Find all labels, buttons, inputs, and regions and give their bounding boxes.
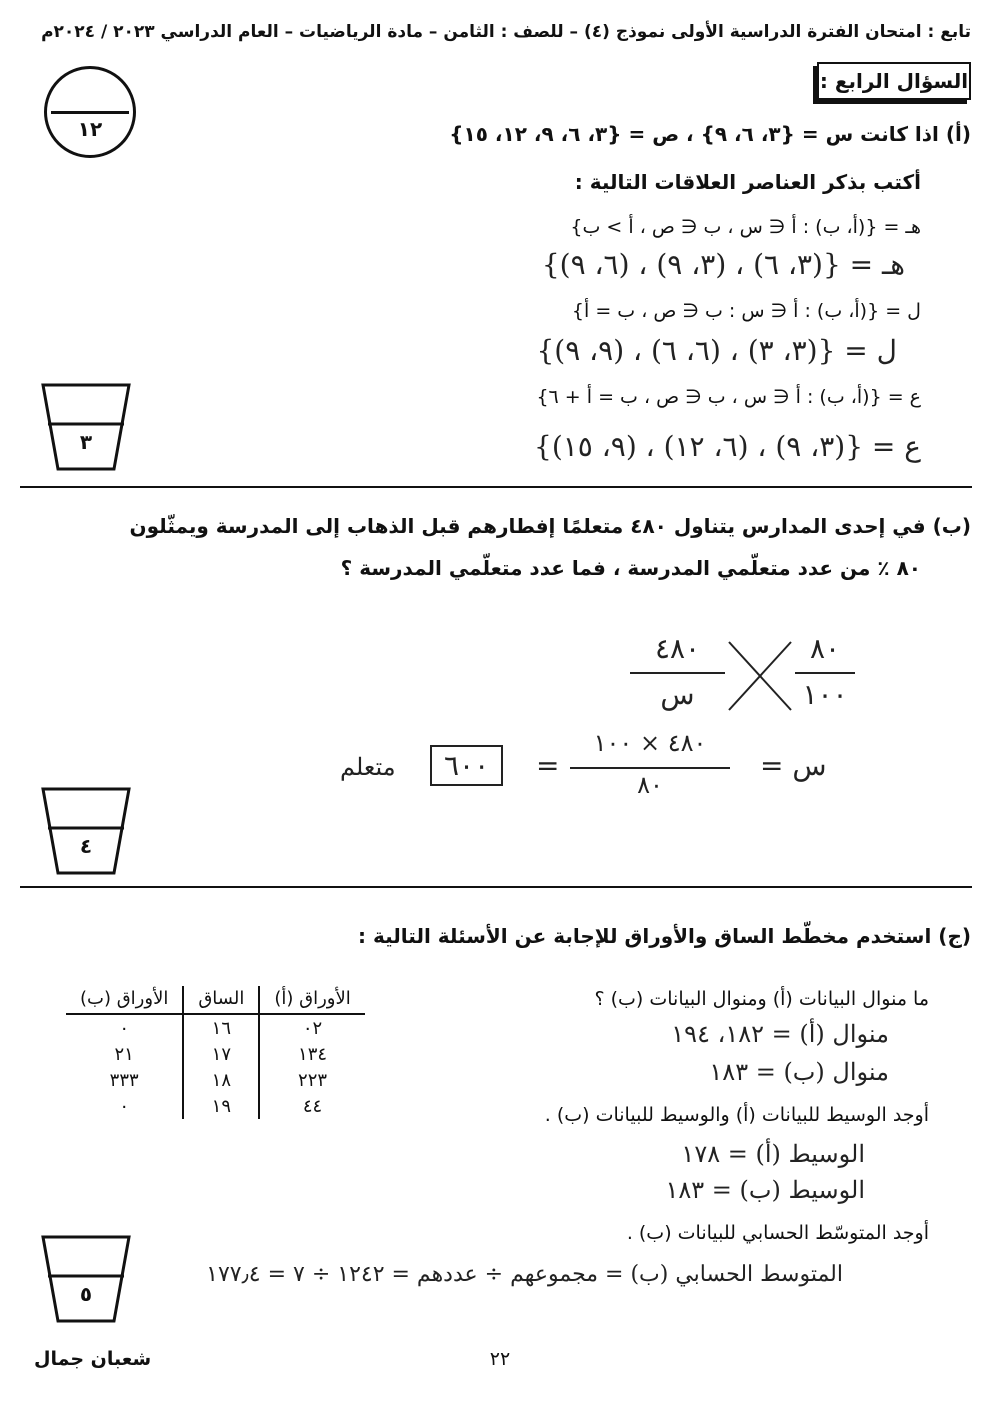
part-b-label: (ب) [932, 514, 971, 538]
part-c-a2-line2: الوسيط (ب) = ١٨٣ [665, 1176, 865, 1204]
divider-1 [20, 486, 972, 488]
proportion-left-den: س [660, 678, 695, 711]
answer-e: ع = {(٣، ٩) ، (٦، ١٢) ، (٩، ١٥)} [534, 430, 921, 463]
proportion-work [630, 632, 860, 722]
table-row [66, 1093, 365, 1119]
stem-cell: ١٩ [183, 1093, 259, 1119]
part-c-label: (ج) [938, 924, 971, 948]
part-b-line1 [71, 514, 971, 538]
score-a: ٣ [79, 430, 93, 454]
score-cup-b [40, 786, 132, 876]
part-b-line1-text: في إحدى المدارس يتناول ٤٨٠ متعلمًا إفطارهم قبل الذهاب إلى المدرسة ويمثّلون [129, 514, 926, 538]
leaves-b-cell: ٠ [119, 1017, 129, 1039]
score-cup-c [40, 1234, 132, 1324]
proportion-left-num: ٤٨٠ [654, 632, 701, 665]
page-header: تابع : امتحان الفترة الدراسية الأولى نموذج (٤) – للصف : الثامن – مادة الرياضيات – العام الدراسي ٢٠٢٣ / ٢٠٢٤م [41, 22, 971, 42]
solution-frac-den: ٨٠ [637, 771, 663, 799]
proportion-right-den: ١٠٠ [802, 678, 848, 711]
solution-work [340, 729, 860, 815]
solution-equals: = [536, 749, 560, 782]
solution-result: ٦٠٠ [430, 745, 503, 786]
divider-2 [20, 886, 972, 888]
table-row [66, 1067, 365, 1093]
solution-frac-bar [570, 767, 730, 769]
part-a-label: (أ) [945, 122, 971, 146]
part-c-a3: المتوسط الحسابي (ب) = مجموعهم ÷ عددهم = ١٢٤٢ ÷ ٧ = ١٧٧٫٤ [206, 1262, 843, 1287]
score-cup-a [40, 382, 132, 472]
leaves-b-cell: ٣٣٣ [109, 1069, 139, 1091]
leaves-a-cell: ٢٢٣ [298, 1069, 328, 1091]
score-b: ٤ [79, 834, 93, 858]
leaves-a-cell: ٠٢ [302, 1017, 323, 1039]
score-cup-a-shape [40, 382, 132, 472]
part-c-q3: أوجد المتوسّط الحسابي للبيانات (ب) . [626, 1222, 929, 1244]
part-c-instruction-text: استخدم مخطّط الساق والأوراق للإجابة عن الأسئلة التالية : [358, 924, 932, 948]
proportion-right-num: ٨٠ [809, 632, 841, 665]
header-leaves-b: الأوراق (ب) [66, 986, 183, 1014]
cross-multiply-mark [725, 638, 795, 714]
stem-leaf-table [66, 986, 365, 1119]
page-number: ٢٢ [489, 1348, 511, 1370]
part-c-a1-line1: منوال (أ) = ١٨٢، ١٩٤ [671, 1020, 889, 1048]
table-row [66, 1041, 365, 1067]
score-c: ٥ [79, 1282, 93, 1306]
part-c-q2: أوجد الوسيط للبيانات (أ) والوسيط للبيانات (ب) . [544, 1104, 929, 1126]
header-stem: الساق [183, 986, 259, 1014]
part-a-stem-text: اذا كانت س = {٣، ٦، ٩} ، ص = {٣، ٦، ٩، ١٢، ١٥} [449, 122, 939, 146]
proportion-left-bar [630, 672, 725, 674]
leaves-a-cell: ١٣٤ [298, 1043, 328, 1065]
leaves-b-cell: ٠ [119, 1095, 129, 1117]
stem-cell: ١٧ [183, 1041, 259, 1067]
stem-cell: ١٨ [183, 1067, 259, 1093]
part-c-instruction [271, 924, 971, 948]
solution-frac-num: ٤٨٠ × ١٠٠ [593, 729, 707, 757]
part-a-stem [371, 122, 971, 146]
score-cup-b-shape [40, 786, 132, 876]
total-score-circle [44, 66, 136, 158]
header-leaves-a: الأوراق (أ) [259, 986, 364, 1014]
part-c-a1-line2: منوال (ب) = ١٨٣ [709, 1058, 889, 1086]
author-name: شعبان جمال [34, 1348, 152, 1370]
part-b-line2: ٨٠ ٪ من عدد متعلّمي المدرسة ، فما عدد متعلّمي المدرسة ؟ [340, 556, 921, 580]
solution-unit: متعلم [340, 753, 396, 781]
stem-cell: ١٦ [183, 1014, 259, 1041]
part-c-a2-line1: الوسيط (أ) = ١٧٨ [681, 1140, 865, 1168]
part-a-instruction: أكتب بذكر العناصر العلاقات التالية : [574, 170, 921, 194]
answer-h: هـ = {(٣، ٦) ، (٣، ٩) ، (٦، ٩)} [541, 248, 905, 281]
part-c-q1: ما منوال البيانات (أ) ومنوال البيانات (ب) ؟ [594, 988, 929, 1010]
relation-l: ل = {(أ، ب) : أ ∈ س : ب ∈ ص ، ب = أ} [571, 300, 921, 322]
question-title: السؤال الرابع : [817, 62, 971, 100]
score-divider [51, 111, 129, 114]
relation-h: هـ = {(أ، ب) : أ ∈ س ، ب ∈ ص ، أ > ب} [570, 216, 921, 238]
relation-e: ع = {(أ، ب) : أ ∈ س ، ب ∈ ص ، ب = أ + ٦} [536, 386, 921, 408]
answer-l: ل = {(٣، ٣) ، (٦، ٦) ، (٩، ٩)} [536, 334, 897, 367]
solution-lhs: س = [760, 749, 827, 782]
leaves-a-cell: ٤٤ [302, 1095, 323, 1117]
leaves-b-cell: ٢١ [114, 1043, 134, 1065]
total-score: ١٢ [77, 117, 103, 141]
stem-leaf-table-wrap [66, 986, 365, 1119]
score-cup-c-shape [40, 1234, 132, 1324]
table-row [66, 1014, 365, 1041]
proportion-right-bar [795, 672, 855, 674]
